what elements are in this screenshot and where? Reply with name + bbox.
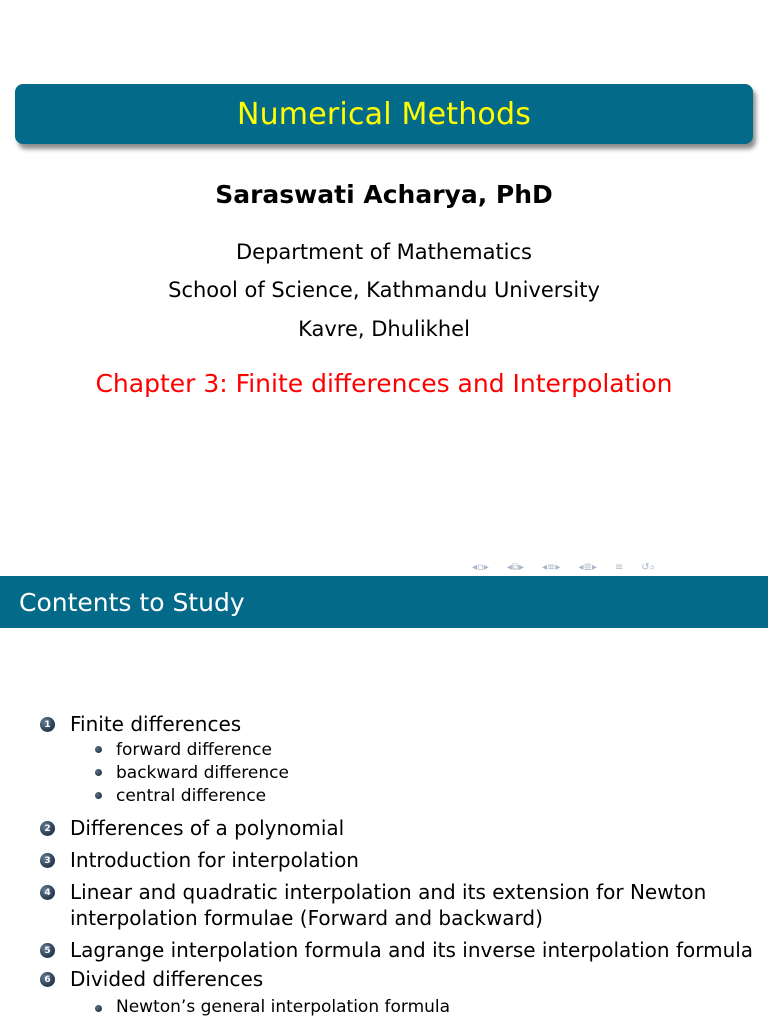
toc-item-continuation: interpolation formulae (Forward and backward): [70, 906, 543, 930]
enum-number-icon: 6: [40, 972, 55, 987]
nav-search-icon[interactable]: ↺⌕: [641, 561, 656, 573]
affiliation-location: Kavre, Dhulikhel: [298, 317, 470, 341]
nav-prev-frame-icon[interactable]: ◂▫▸: [472, 561, 489, 573]
toc-subitem: central difference: [116, 786, 267, 806]
bullet-icon: [95, 792, 102, 799]
enum-number-icon: 3: [40, 853, 55, 868]
nav-align-icon[interactable]: ≡: [614, 561, 624, 573]
affiliation-department: Department of Mathematics: [236, 240, 532, 264]
bullet-icon: [95, 746, 102, 753]
toc-subitem: Newton’s general interpolation formula: [116, 997, 451, 1017]
toc-item: Linear and quadratic interpolation and its extension for Newton: [70, 880, 707, 904]
bullet-icon: [95, 769, 102, 776]
presentation-title: Numerical Methods: [236, 96, 532, 132]
toc-subitem: backward difference: [116, 763, 289, 783]
contents-slide: [0, 576, 768, 1024]
beamer-navigation-bar: [472, 560, 655, 574]
frame-title: Contents to Study: [19, 587, 245, 617]
nav-subsection-icon[interactable]: ◂≡▸: [542, 561, 561, 573]
title-box: [15, 84, 753, 144]
frame-title-bar: [0, 576, 768, 628]
chapter-title: Chapter 3: Finite differences and Interpolation: [95, 369, 673, 398]
enum-number-icon: 4: [40, 885, 55, 900]
enum-number-icon: 5: [40, 943, 55, 958]
bullet-icon: [95, 1005, 102, 1012]
toc-subitem: forward difference: [116, 740, 272, 760]
enum-number-icon: 2: [40, 821, 55, 836]
nav-section-icon[interactable]: ◂≣▸: [578, 561, 597, 573]
toc-item: Introduction for interpolation: [70, 848, 359, 872]
nav-frame-icon[interactable]: ◂⧉▸: [506, 561, 525, 573]
toc-item: Finite differences: [70, 712, 242, 736]
toc-item: Divided differences: [70, 967, 264, 991]
affiliation-school: School of Science, Kathmandu University: [168, 278, 600, 302]
author-name: Saraswati Acharya, PhD: [215, 180, 553, 209]
enum-number-icon: 1: [40, 717, 55, 732]
toc-item: Differences of a polynomial: [70, 816, 345, 840]
toc-item: Lagrange interpolation formula and its inverse interpolation formula: [70, 938, 754, 962]
